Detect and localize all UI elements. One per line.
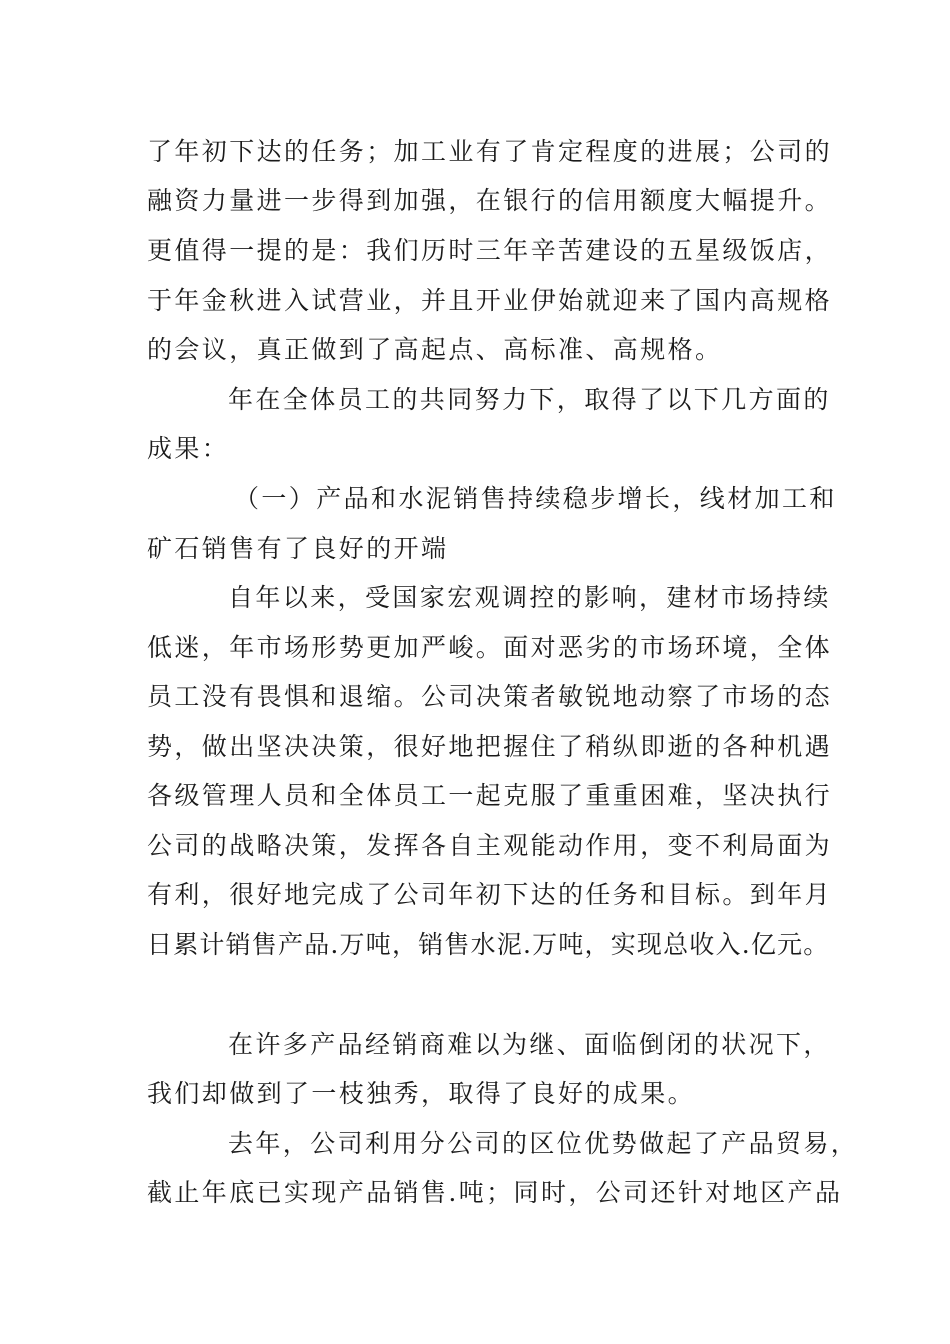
text-line: 更值得一提的是：我们历时三年辛苦建设的五星级饭店， [147, 236, 833, 265]
text-line: 低迷，年市场形势更加严峻。面对恶劣的市场环境，全体 [147, 633, 833, 662]
text-line: 员工没有畏惧和退缩。公司决策者敏锐地动察了市场的态 [147, 682, 833, 711]
text-line: 了年初下达的任务；加工业有了肯定程度的进展；公司的 [147, 137, 833, 166]
paragraph-start: 年在全体员工的共同努力下，取得了以下几方面的 [228, 385, 831, 414]
text-line: 我们却做到了一枝独秀，取得了良好的成果。 [147, 1079, 696, 1108]
paragraph-start: 自年以来，受国家宏观调控的影响，建材市场持续 [228, 583, 831, 612]
section-heading: （一）产品和水泥销售持续稳步增长，线材加工和 [234, 484, 837, 513]
text-line: 的会议，真正做到了高起点、高标准、高规格。 [147, 335, 723, 364]
text-line: 融资力量进一步得到加强，在银行的信用额度大幅提升。 [147, 186, 833, 215]
text-line: 有利，很好地完成了公司年初下达的任务和目标。到年月 [147, 880, 833, 909]
text-line: 各级管理人员和全体员工一起克服了重重困难，坚决执行 [147, 781, 833, 810]
text-line: 成果： [147, 434, 230, 463]
text-line: 势，做出坚决决策，很好地把握住了稍纵即逝的各种机遇 [147, 732, 833, 761]
text-line: 于年金秋进入试营业，并且开业伊始就迎来了国内高规格 [147, 286, 833, 315]
paragraph-start: 在许多产品经销商难以为继、面临倒闭的状况下， [228, 1030, 831, 1059]
text-line: 截止年底已实现产品销售.吨；同时，公司还针对地区产品 [147, 1178, 843, 1207]
text-line: 公司的战略决策，发挥各自主观能动作用，变不利局面为 [147, 831, 833, 860]
text-line: 日累计销售产品.万吨，销售水泥.万吨，实现总收入.亿元。 [147, 930, 830, 959]
section-heading-cont: 矿石销售有了良好的开端 [147, 534, 449, 563]
paragraph-start: 去年，公司利用分公司的区位优势做起了产品贸易， [228, 1129, 859, 1158]
